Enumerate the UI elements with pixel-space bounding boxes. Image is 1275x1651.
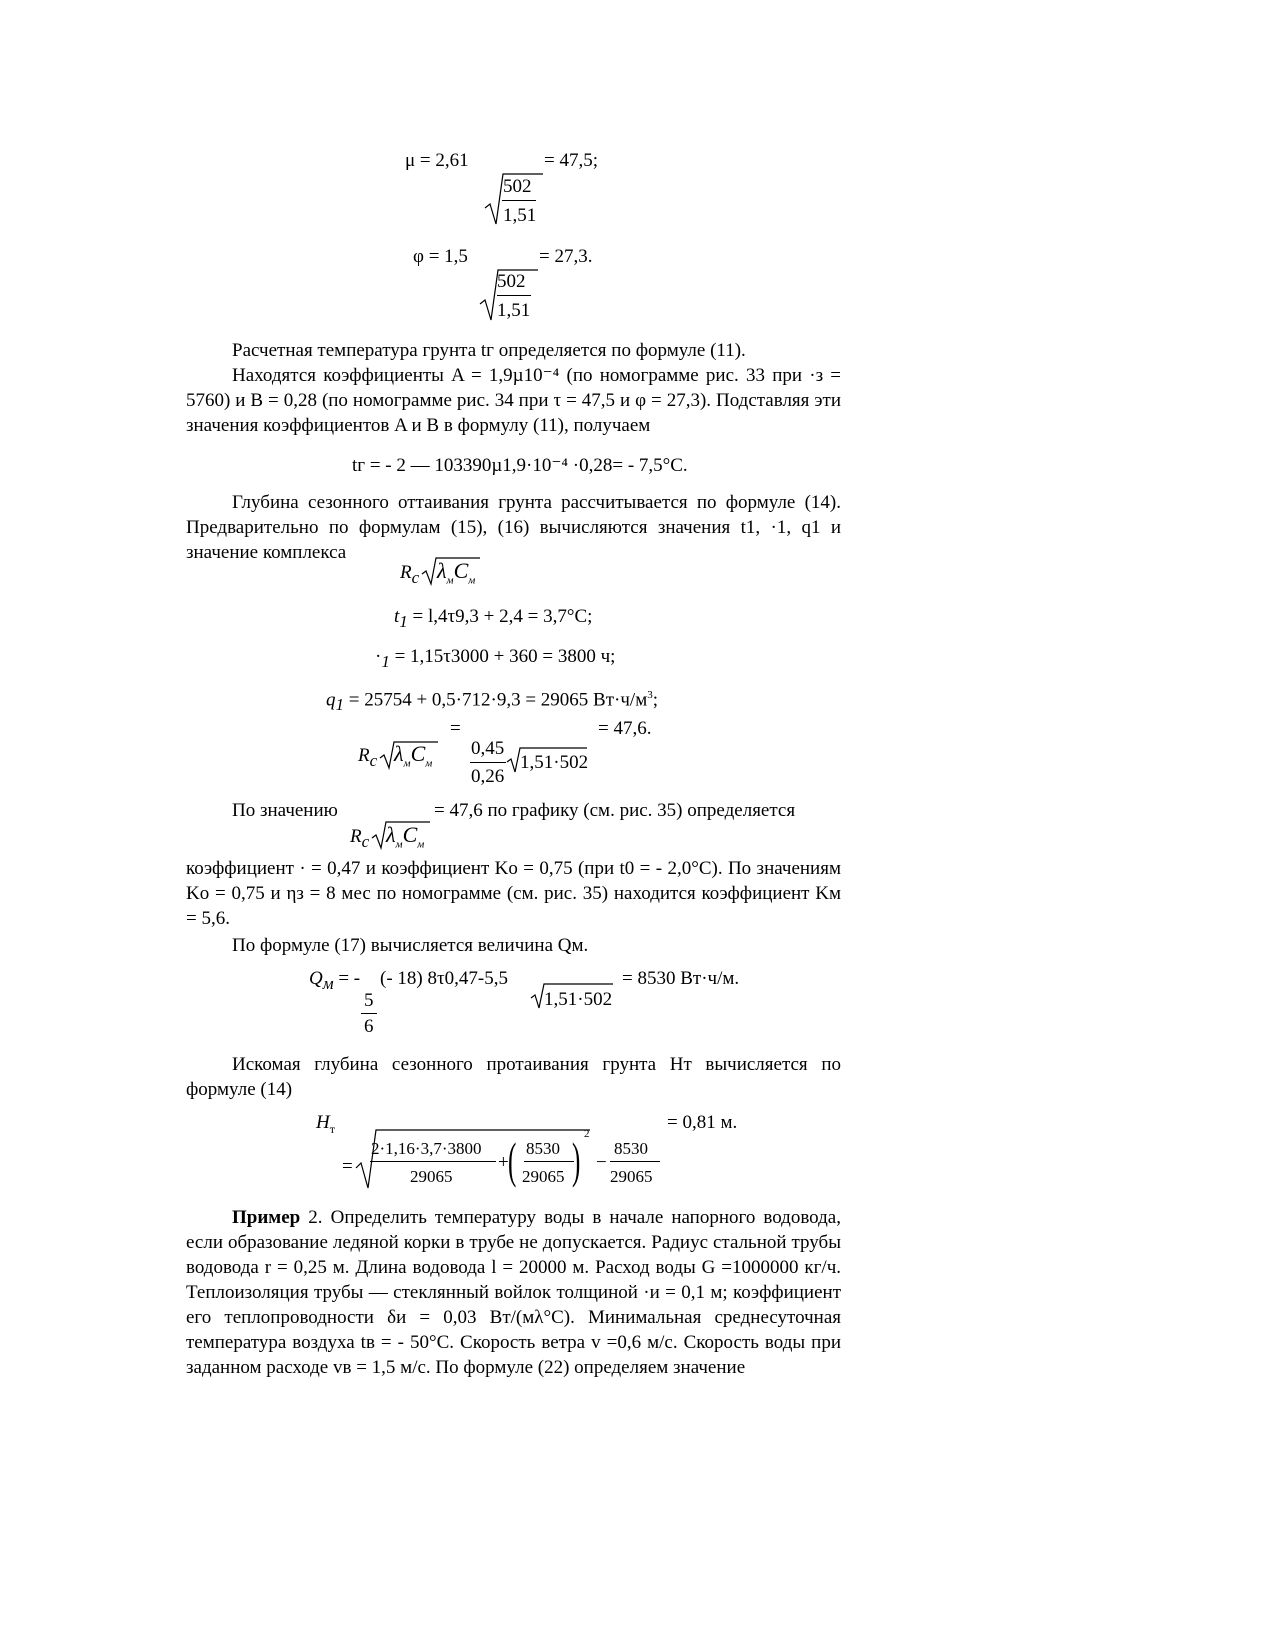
mu-formula-lhs: μ = 2,61 [405,150,469,171]
ht-fraction-bar-2 [524,1161,574,1162]
ratio-complex-r: $R_c$ [358,745,378,770]
mu-formula-rhs: = 47,5; [544,150,598,171]
ht-denominator-1: 29065 [410,1167,453,1186]
phi-fraction-bar [497,295,531,296]
ht-equals: = [342,1156,353,1177]
phi-numerator: 502 [497,271,526,292]
ratio-numerator: 0,45 [471,738,505,759]
qm-formula-rhs: = 8530 Вт·ч/м. [622,968,740,989]
ratio-radicand: 1,51·502 [520,752,589,773]
ht-numerator-1: 2·1,16·3,7·3800 [371,1139,482,1158]
phi-formula-lhs: φ = 1,5 [413,246,468,267]
ht-formula-rhs: = 0,81 м. [667,1112,738,1133]
paragraph-example-2 [186,1205,841,1380]
ht-numerator-2: 8530 [526,1139,560,1158]
p4-complex-lambda-c: $\lambda_мC_м$ [386,822,425,851]
t1-formula: $t_1 = l,4\tau 9,3 + 2,4 = 3,7^\circ C$; [394,606,593,631]
p4-complex-r: $R_c$ [350,826,370,851]
ratio-complex-lambda-c: $\lambda_мC_м$ [394,741,433,770]
ht-fraction-bar-1 [370,1161,496,1162]
phi-denominator: 1,51 [497,300,531,321]
paragraph-by-value: По значению [232,800,338,821]
complex-r: $R_c$ [400,562,420,587]
mu-fraction-bar [502,200,536,201]
ht-fraction-bar-3 [610,1161,660,1162]
phi-formula-rhs: = 27,3. [539,246,593,267]
ht-formula-lhs: $H_т$ [316,1112,335,1136]
paragraph-qm: По формуле (17) вычисляется величина Qм. [232,935,589,956]
ratio-denominator: 0,26 [471,766,505,787]
ht-plus: + [498,1152,509,1173]
paragraph-coefficients: Находятся коэффициенты A = 1,9µ10⁻⁴ (по номограмме рис. 33 при ·з = 5760) и B = 0,28 (по номограмме рис. 34 при τ = 47,5 и φ = 27,3). Подставляя эти значения коэффициентов A и B в формулу (11), получаем [186,365,841,436]
ht-numerator-3: 8530 [614,1139,648,1158]
paragraph-by-value-cont: = 47,6 по графику (см. рис. 35) определяется [434,800,796,821]
qm-fraction-bar [361,1013,377,1014]
qm-fraction-numerator: 5 [364,990,374,1011]
mu-denominator: 1,51 [503,205,537,226]
paragraph-ground-temp: Расчетная температура грунта tг определяется по формуле (11). [232,340,746,361]
tau1-formula: $\cdot_1 = 1,15\tau 3000 + 360 = 3800$ ч; [375,646,616,671]
qm-fraction-denominator: 6 [364,1016,374,1037]
ratio-fraction-bar [470,762,506,763]
example-text: 2. Определить температуру воды в начале напорного водовода, если образование ледяной корки в трубе не допускается. Радиус стальной трубы водовода r = 0,25 м. Длина водовода l = 20000 м. Расход воды G =1000000 кг/ч. Теплоизоляция трубы — стеклянный войлок толщиной ·и = 0,1 м; коэффициент его теплопроводности δи = 0,03 Вт/(мλ°C). Минимальная среднесуточная температура воздуха tв = - 50°C. Скорость ветра v =0,6 м/с. Скорость воды при заданном расходе vв = 1,5 м/с. По формуле (22) определяем значение [186,1207,841,1378]
ratio-equals: = [450,718,461,739]
qm-radicand: 1,51·502 [544,989,613,1010]
tg-formula: tг = - 2 — 103390µ1,9·10⁻⁴ ·0,28= - 7,5°C. [352,455,688,476]
ht-right-paren: ) [572,1132,581,1188]
q1-formula: $q_1 = 25754 + 0,5\cdot 712\cdot 9,3 = 29065$ $Вт\cdot ч/м^3$; [326,689,658,715]
ht-denominator-2: 29065 [522,1167,565,1186]
ht-minus: − [596,1152,607,1173]
mu-numerator: 502 [503,176,532,197]
paragraph-thaw-depth-formula: Искомая глубина сезонного протаивания грунта Hт вычисляется по формуле (14) [186,1054,841,1100]
ht-left-paren: ( [508,1132,517,1188]
ht-denominator-3: 29065 [610,1167,653,1186]
qm-formula-lhs: $Q_м$ = - [309,968,361,993]
complex-lambda-c: $\lambda_мC_м$ [437,558,476,587]
paragraph-coefficient-values: коэффициент · = 0,47 и коэффициент Kо = 0,75 (при t0 = - 2,0°C). По значениям Kо = 0,75 и ηз = 8 мес по номограмме (см. рис. 35) находится коэффициент Kм = 5,6. [186,858,841,929]
example-label: Пример [232,1207,301,1228]
qm-formula-expr: (- 18) 8τ0,47-5,5 [380,968,508,989]
ht-exponent: 2 [584,1128,590,1140]
paragraph-thaw-depth: Глубина сезонного оттаивания грунта рассчитывается по формуле (14). Предварительно по формулам (15), (16) вычисляются значения t1, ·1, q1 и значение комплекса [186,492,841,563]
ratio-rhs: = 47,6. [598,718,652,739]
